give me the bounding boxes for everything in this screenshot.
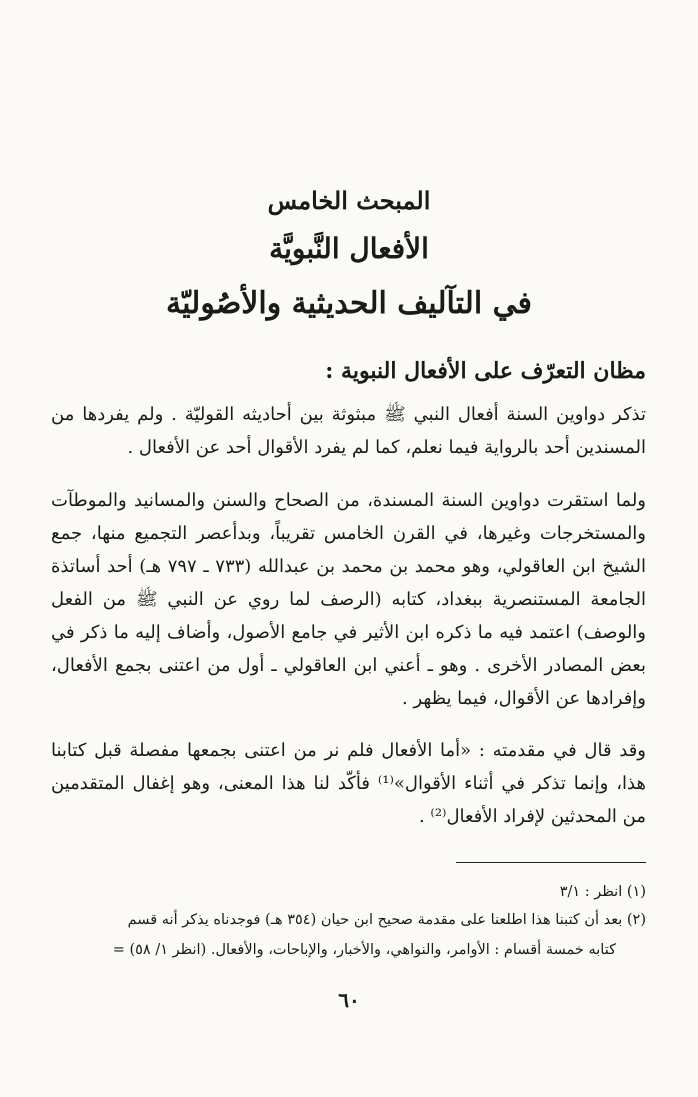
chapter-title: الأفعال النَّبويَّة [269, 232, 429, 265]
footnote-2-continuation: كتابه خمسة أقسام : الأوامر، والنواهي، والأخبار، والإباحات، والأفعال. (انظر ١/ ٥٨) = [112, 942, 616, 958]
chapter-subtitle: في التآليف الحديثية والأصُوليّة [166, 286, 532, 321]
page-number: ٦٠ [338, 988, 360, 1012]
paragraph-1: تذكر دواوين السنة أفعال النبي ﷺ مبثوثة بين أحاديثه القوليّة . ولم يفردها من المسندين أحد بالرواية فيما نعلم، كما لم يفرد الأقوال أحد عن الأفعال . [51, 404, 646, 458]
section-heading: المبحث الخامس [267, 186, 431, 215]
paragraph-2: ولما استقرت دواوين السنة المسندة، من الصحاح والسنن والمسانيد والموطآت والمستخرجات وغيرها، في القرن الخامس تقريباً، وبدأعصر التجميع منها، جمع الشيخ ابن العاقولي، وهو محمد بن محمد بن عبدالله (٧٣٣ ـ ٧٩٧ هـ) أحد أساتذة الجامعة المستنصرية ببغداد، كتابه (الرصف لما روي عن النبي ﷺ من الفعل والوصف) اعتمد فيه ما ذكره ابن الأثير في جامع الأصول، وأضاف إليه ما ذكر في بعض المصادر الأخرى . وهو ـ أعني ابن العاقولي ـ أول من اعتنى بجمع الأفعال، وإفرادها عن الأقوال، فيما يظهر . [51, 490, 647, 709]
footnote-1: (١) انظر : ٣/١ [559, 884, 646, 900]
paragraph-3: وقد قال في مقدمته : «أما الأفعال فلم نر من اعتنى بجمعها مفصلة قبل كتابنا هذا، وإنما تذكر في أثناء الأقوال»⁽¹⁾ فأكّد لنا هذا المعنى، وهو إغفال المتقدمين من المحدثين لإفراد الأفعال⁽²⁾ . [51, 740, 647, 827]
footnote-2: (٢) بعد أن كتبنا هذا اطلعنا على مقدمة صحيح ابن حيان (٣٥٤ هـ) فوجدناه يذكر أنه قسم [127, 912, 646, 928]
subsection-heading: مظان التعرّف على الأفعال النبوية : [325, 358, 646, 384]
footnote-divider [456, 862, 646, 863]
